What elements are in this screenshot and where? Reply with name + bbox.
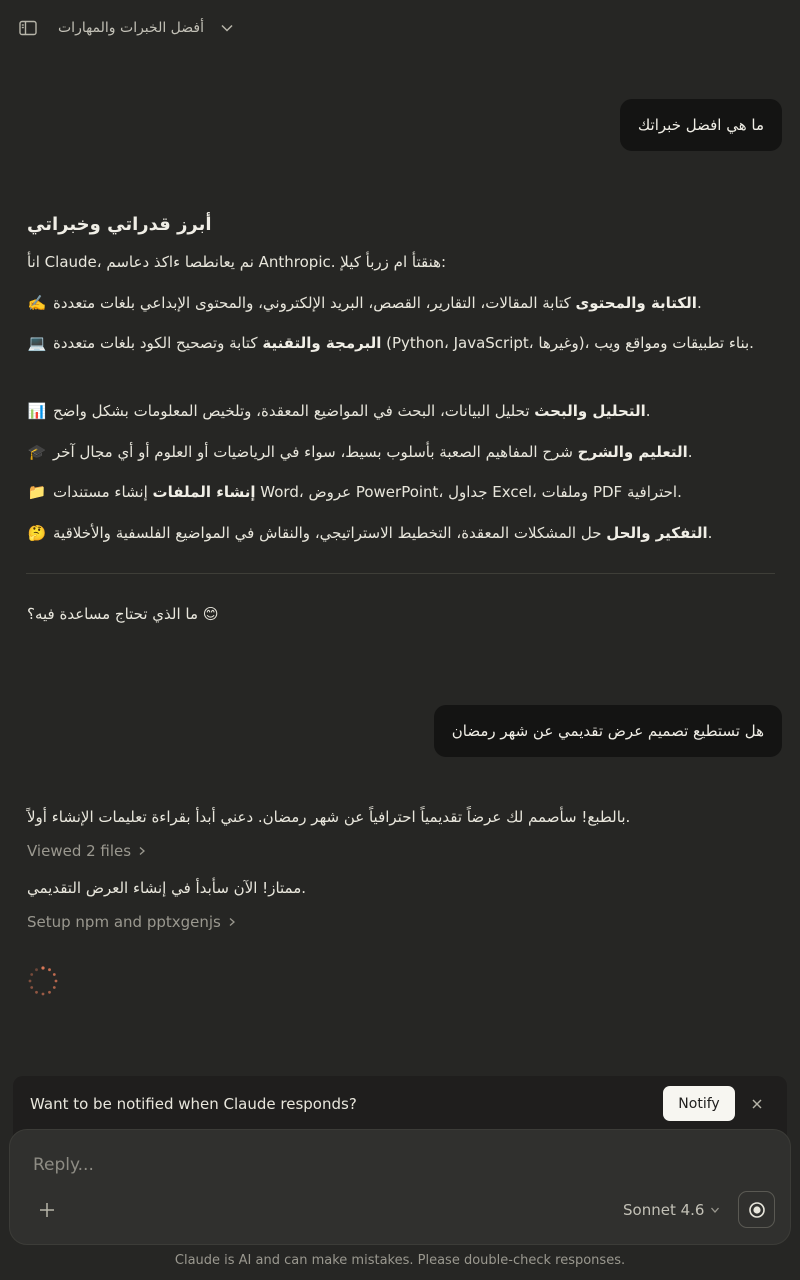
viewed-files-link[interactable]: Viewed 2 files	[27, 842, 147, 860]
list-item: 📊 التحليل والبحث تحليل البيانات، البحث في المواضيع المعقدة، وتلخيص المعلومات بشكل واضح.	[27, 402, 651, 420]
assistant-reply: بالطبع! سأصمم لك عرضاً تقديمياً احترافياً عن شهر رمضان. دعني أبدأ بقراءة تعليمات الإنشاء أولاً.	[27, 808, 631, 826]
composer	[9, 1129, 791, 1245]
chevron-right-icon	[227, 917, 237, 927]
chevron-right-icon	[137, 846, 147, 856]
model-selector[interactable]: Sonnet 4.6	[623, 1198, 720, 1222]
answer-intro: أنا Claude، مساعد ذكاء اصطناعي من Anthropic. إليك أبرز ما أتقنه:	[27, 253, 447, 271]
assistant-reply: ممتاز! الآن سأبدأ في إنشاء العرض التقديمي.	[27, 879, 307, 897]
plus-icon	[38, 1201, 56, 1219]
notify-button[interactable]: Notify	[663, 1086, 735, 1121]
answer-question: ما الذي تحتاج مساعدة فيه؟ 😊	[27, 605, 219, 623]
divider	[26, 573, 775, 574]
chevron-down-icon[interactable]	[220, 21, 234, 35]
add-attachment-button[interactable]	[35, 1198, 59, 1222]
notify-text: Want to be notified when Claude responds?	[30, 1095, 357, 1113]
voice-record-button[interactable]	[738, 1191, 775, 1228]
list-item: 💻 البرمجة والتقنية كتابة وتصحيح الكود بلغات متعددة (Python، JavaScript، وغيرها)، بناء تطبيقات ومواقع ويب.	[27, 334, 754, 352]
record-icon	[748, 1201, 766, 1219]
list-item: ✍️ الكتابة والمحتوى كتابة المقالات، التقارير، القصص، البريد الإلكتروني، والمحتوى الإبداعي بلغات متعددة.	[27, 294, 702, 312]
answer-heading: أبرز قدراتي وخبراتي	[27, 214, 212, 235]
reply-input[interactable]	[33, 1152, 633, 1178]
disclaimer: Claude is AI and can make mistakes. Please double-check responses.	[174, 1253, 626, 1268]
conversation-title[interactable]: أفضل الخبرات والمهارات	[58, 20, 204, 36]
loading-spinner-icon	[27, 965, 59, 997]
setup-npm-link[interactable]: Setup npm and pptxgenjs	[27, 913, 237, 931]
user-message: هل تستطيع تصميم عرض تقديمي عن شهر رمضان	[434, 705, 782, 757]
list-item: 🤔 التفكير والحل حل المشكلات المعقدة، التخطيط الاستراتيجي، والنقاش في المواضيع الفلسفية والأخلاقية.	[27, 524, 713, 542]
list-item: 📁 إنشاء الملفات إنشاء مستندات Word، عروض PowerPoint، جداول Excel، وملفات PDF احترافية.	[27, 483, 682, 501]
sidebar-toggle-icon[interactable]	[16, 16, 40, 40]
top-bar	[0, 0, 800, 56]
user-message: ما هي افضل خبراتك	[620, 99, 782, 151]
list-item: 🎓 التعليم والشرح شرح المفاهيم الصعبة بأسلوب بسيط، سواء في الرياضيات أو العلوم أو أي مجال آخر.	[27, 443, 693, 461]
close-icon[interactable]	[747, 1094, 767, 1114]
chevron-down-icon	[710, 1205, 720, 1215]
